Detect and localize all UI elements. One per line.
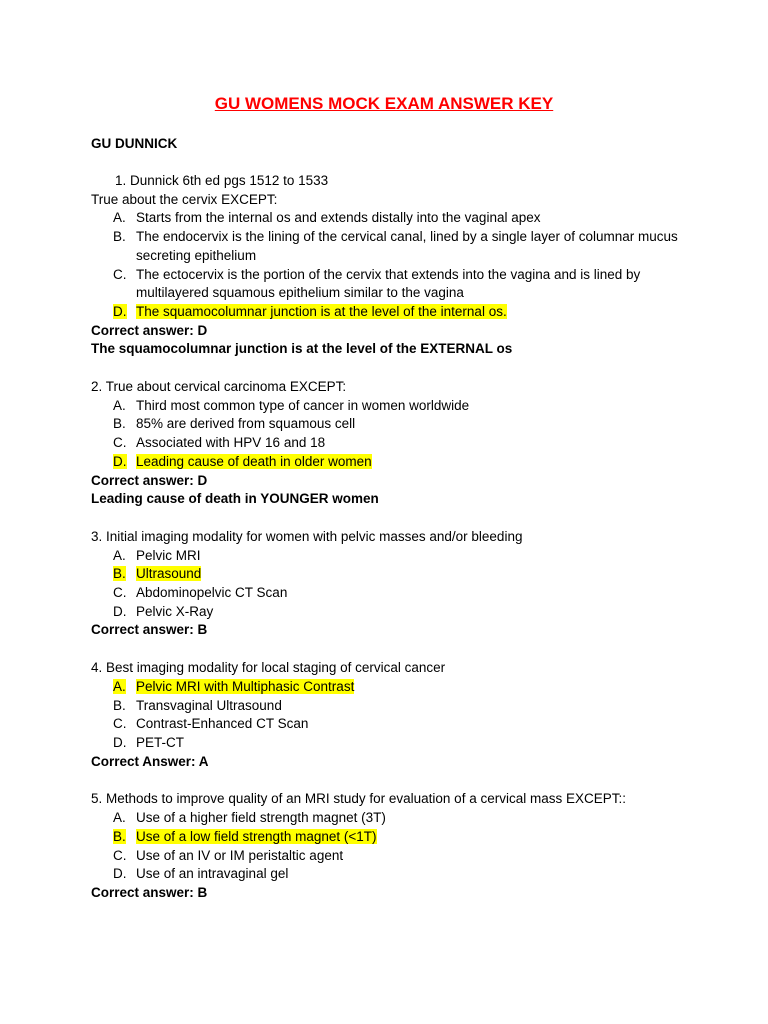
- question-source-line: 1. Dunnick 6th ed pgs 1512 to 1533: [115, 173, 329, 188]
- option-letter: A.: [113, 397, 126, 413]
- option-b: [91, 697, 691, 716]
- option-a: [91, 809, 691, 828]
- option-text: Associated with HPV 16 and 18: [136, 435, 326, 451]
- question-stem: 2. True about cervical carcinoma EXCEPT:: [91, 379, 347, 395]
- option-text: Use of a higher field strength magnet (3T): [136, 810, 386, 826]
- question-3: [91, 528, 691, 640]
- question-2: [91, 378, 691, 509]
- option-text: Transvaginal Ultrasound: [136, 697, 282, 713]
- option-text: 85% are derived from squamous cell: [136, 416, 356, 432]
- option-d: [91, 865, 691, 884]
- question-stem: 5. Methods to improve quality of an MRI study for evaluation of a cervical mass EXCEPT::: [91, 791, 626, 807]
- option-text: The ectocervix is the portion of the cervix that extends into the vagina and is lined by multilayered squamous epithelium similar to the vagina: [136, 266, 641, 301]
- section-heading: GU DUNNICK: [91, 136, 178, 151]
- option-letter: D.: [113, 603, 127, 619]
- option-text: Starts from the internal os and extends distally into the vaginal apex: [136, 210, 541, 226]
- option-a: [91, 547, 691, 566]
- correct-answer: Correct answer: D: [91, 322, 208, 338]
- option-text: Ultrasound: [136, 566, 202, 582]
- option-b-highlighted: [91, 565, 691, 584]
- option-letter: D.: [113, 734, 127, 750]
- option-c: [91, 847, 691, 866]
- option-letter: C.: [113, 266, 127, 282]
- correct-answer: Correct Answer: A: [91, 753, 209, 769]
- option-letter: B.: [113, 566, 126, 582]
- option-a-highlighted: [91, 678, 691, 697]
- correct-answer: Correct answer: B: [91, 622, 208, 638]
- option-b: [91, 415, 691, 434]
- question-stem: 4. Best imaging modality for local staging of cervical cancer: [91, 660, 446, 676]
- option-letter: D.: [113, 303, 127, 319]
- option-text: PET-CT: [136, 734, 185, 750]
- option-letter: D.: [113, 453, 127, 469]
- option-d: [91, 603, 691, 622]
- option-b-highlighted: [91, 828, 691, 847]
- option-d-highlighted: [91, 303, 691, 322]
- question-1: [91, 172, 691, 359]
- option-letter: B.: [113, 697, 126, 713]
- option-text: The endocervix is the lining of the cervical canal, lined by a single layer of columnar mucus secreting epithelium: [136, 229, 678, 263]
- question-list: [91, 172, 691, 922]
- option-letter: B.: [113, 828, 126, 844]
- question-stem: 3. Initial imaging modality for women with pelvic masses and/or bleeding: [91, 528, 523, 544]
- option-letter: C.: [113, 585, 127, 601]
- answer-explanation: The squamocolumnar junction is at the level of the EXTERNAL os: [91, 341, 513, 357]
- option-letter: B.: [113, 416, 126, 432]
- option-text: The squamocolumnar junction is at the level of the internal os.: [136, 303, 507, 319]
- option-text: Pelvic X-Ray: [136, 603, 214, 619]
- option-text: Use of an intravaginal gel: [136, 866, 289, 882]
- question-4: [91, 659, 691, 771]
- option-text: Third most common type of cancer in women worldwide: [136, 397, 470, 413]
- option-text: Contrast-Enhanced CT Scan: [136, 716, 309, 732]
- option-text: Pelvic MRI with Multiphasic Contrast: [136, 678, 355, 694]
- question-stem: True about the cervix EXCEPT:: [91, 191, 278, 207]
- option-c: [91, 715, 691, 734]
- option-text: Use of an IV or IM peristaltic agent: [136, 847, 344, 863]
- option-text: Pelvic MRI: [136, 547, 201, 563]
- option-letter: A.: [113, 210, 126, 226]
- option-a: [91, 397, 691, 416]
- option-letter: A.: [113, 810, 126, 826]
- option-letter: B.: [113, 229, 126, 245]
- option-letter: C.: [113, 847, 127, 863]
- option-d-highlighted: [91, 453, 691, 472]
- option-text: Abdominopelvic CT Scan: [136, 585, 288, 601]
- option-b: [91, 228, 691, 265]
- option-letter: C.: [113, 716, 127, 732]
- option-letter: A.: [113, 678, 126, 694]
- option-text: Use of a low field strength magnet (<1T): [136, 828, 377, 844]
- option-letter: C.: [113, 435, 127, 451]
- option-c: [91, 266, 691, 303]
- page-title: GU WOMENS MOCK EXAM ANSWER KEY: [214, 94, 554, 113]
- option-d: [91, 734, 691, 753]
- correct-answer: Correct answer: D: [91, 472, 208, 488]
- option-letter: D.: [113, 866, 127, 882]
- option-a: [91, 209, 691, 228]
- option-c: [91, 434, 691, 453]
- option-text: Leading cause of death in older women: [136, 453, 372, 469]
- correct-answer: Correct answer: B: [91, 884, 208, 900]
- answer-explanation: Leading cause of death in YOUNGER women: [91, 491, 379, 507]
- option-c: [91, 584, 691, 603]
- option-letter: A.: [113, 547, 126, 563]
- question-5: [91, 790, 691, 902]
